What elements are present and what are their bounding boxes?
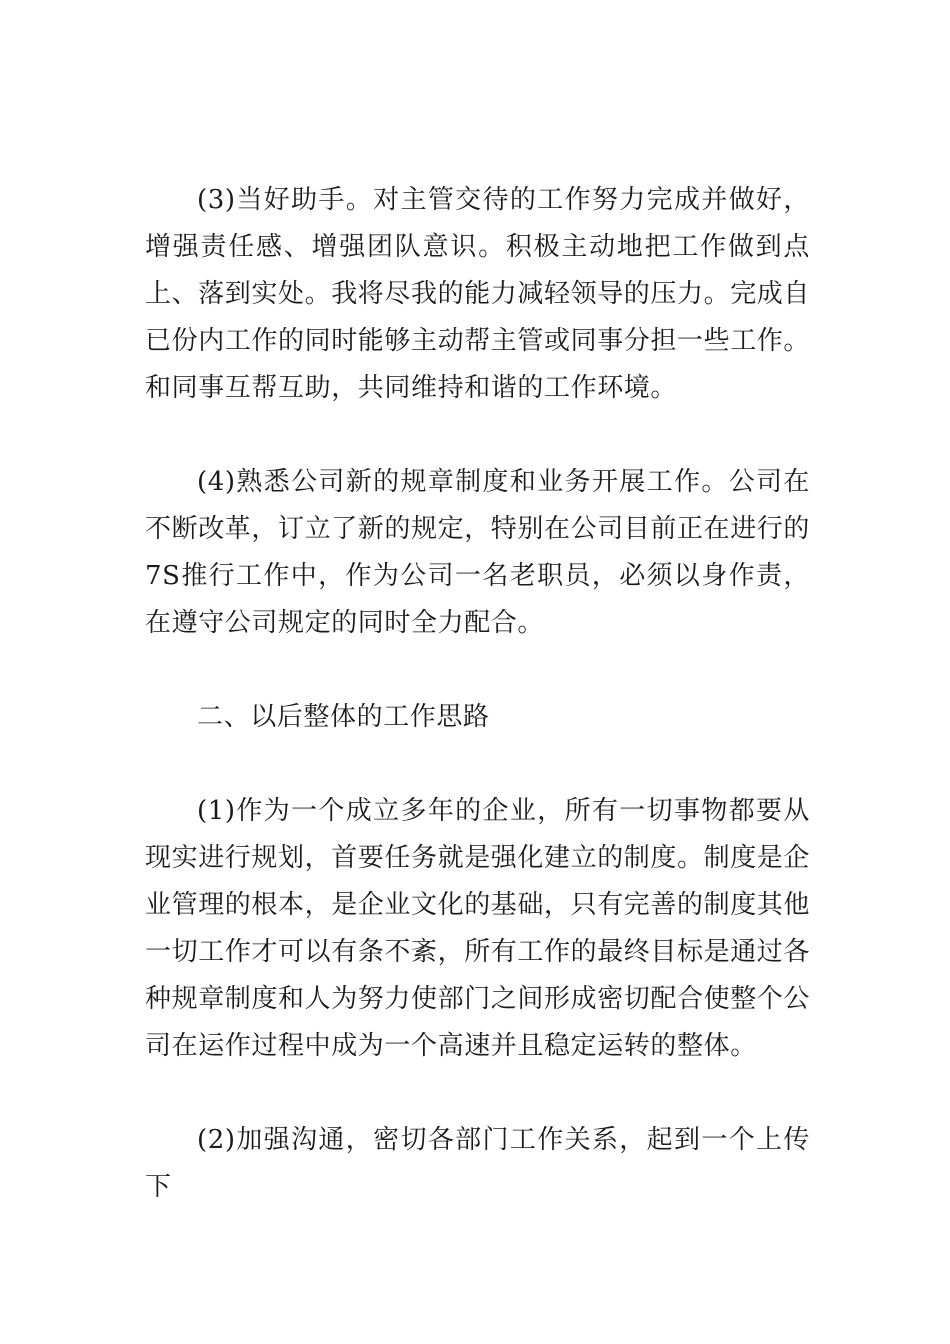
paragraph-system-building: (1)作为一个成立多年的企业，所有一切事物都要从现实进行规划，首要任务就是强化建立的制度。制度是企业管理的根本，是企业文化的基础，只有完善的制度其他一切工作才可以有条不紊，所有工作的最终目标是通过各种规章制度和人为努力使部门之间形成密切配合使整个公司在运作过程中成为一个高速并且稳定运转的整体。 [145,796,811,1061]
document-page [145,177,810,1211]
paragraph-communication: (2)加强沟通，密切各部门工作关系，起到一个上传下 [145,1125,810,1202]
paragraph-company-rules: (4)熟悉公司新的规章制度和业务开展工作。公司在不断改革，订立了新的规定，特别在公司目前正在进行的7S推行工作中，作为公司一名老职员，必须以身作责，在遵守公司规定的同时全力配合。 [145,467,811,638]
section-heading-future-work: 二、以后整体的工作思路 [197,702,490,732]
paragraph-assistant-role: (3)当好助手。对主管交待的工作努力完成并做好，增强责任感、增强团队意识。积极主动地把工作做到点上、落到实处。我将尽我的能力减轻领导的压力。完成自已份内工作的同时能够主动帮主管或同事分担一些工作。和同事互帮互助，共同维持和谐的工作环境。 [145,185,811,403]
